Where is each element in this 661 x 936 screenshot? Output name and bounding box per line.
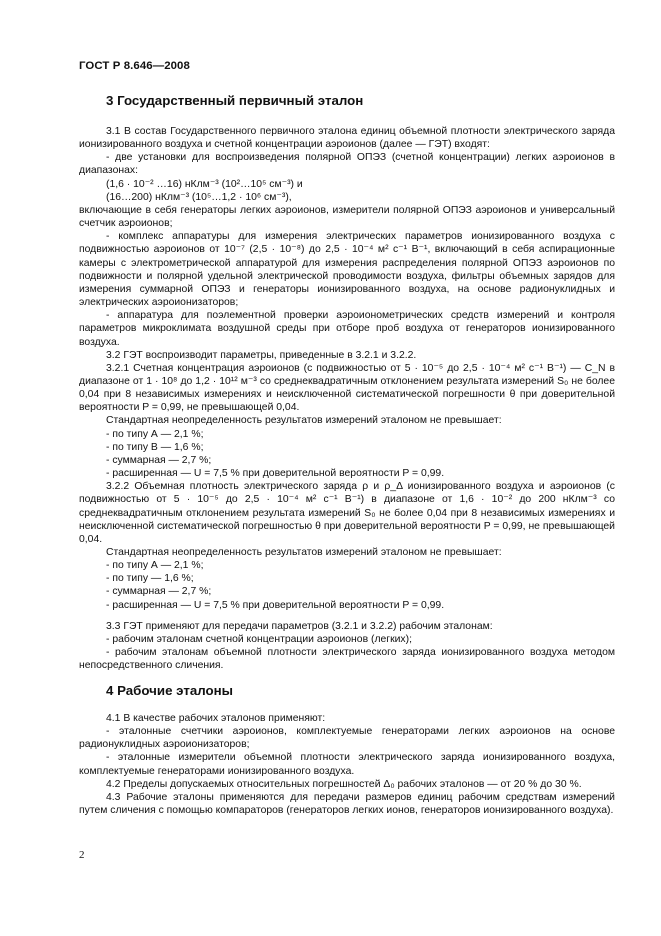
section-4-body [79,712,615,817]
section-4-heading: 4 Рабочие эталоны [106,683,234,698]
list-item: - аппаратура для поэлементной проверки аэроионометрических средств измерений и контроля параметров микроклимата воздушной среды при отборе проб воздуха от генераторов ионизированного воздуха. [79,310,615,348]
document-header: ГОСТ Р 8.646—2008 [79,60,190,72]
section-3-body [79,125,615,672]
list-item: - рабочим эталонам объемной плотности электрического заряда ионизированного воздуха методом непосредственного сличения. [79,647,615,672]
range-line: (1,6 · 10⁻² …16) нКлм⁻³ (10²…10⁵ см⁻³) и [106,178,303,190]
spacer [79,612,615,620]
list-item: - эталонные счетчики аэроионов, комплектуемые генераторами легких аэроионов на основе радионуклидных аэроионизаторов; [79,726,615,751]
paragraph: 4.2 Пределы допускаемых относительных погрешностей Δ₀ рабочих эталонов — от 20 % до 30 %. [106,778,582,790]
list-item: - расширенная — U = 7,5 % при доверительной вероятности P = 0,99. [106,468,445,480]
list-item: - эталонные измерители объемной плотности электрического заряда ионизированного воздуха, комплектуемые генераторами ионизированного воздуха. [79,752,615,777]
list-item: - суммарная — 2,7 %; [106,586,212,598]
paragraph: 3.2 ГЭТ воспроизводит параметры, приведенные в 3.2.1 и 3.2.2. [106,349,417,361]
paragraph: 4.3 Рабочие эталоны применяются для передачи размеров единиц рабочим средствам измерений путем сличения с помощью компараторов (генераторов легких ионов, генераторов ионизированного воздуха). [79,791,615,817]
paragraph: Стандартная неопределенность результатов измерений эталоном не превышает: [106,547,502,558]
list-item: - по типу В — 1,6 %; [106,441,204,453]
paragraph: 3.2.1 Счетная концентрация аэроионов (с подвижностью от 5 · 10⁻⁵ до 2,5 · 10⁻⁴ м² с⁻¹ В⁻¹) — C_N в диапазоне от 1 · 10⁸ до 1,2 · 10¹² м⁻³ со среднеквадратичным отклонением результата измерений S₀ не более 0,04 при 8 независимых измерениях и неисключенной систематической погрешности θ при доверительной вероятности P = 0,99, не превышающей 0,04. [79,362,615,414]
list-item: - рабочим эталонам счетной концентрации аэроионов (легких); [106,633,412,645]
list-item: - по типу А — 2,1 %; [106,428,204,440]
list-item: - расширенная — U = 7,5 % при доверительной вероятности P = 0,99. [106,599,445,611]
paragraph: 3.2.2 Объемная плотность электрического заряда ρ и ρ_Δ ионизированного воздуха и аэроионов (с подвижностью от 5 · 10⁻⁵ до 2,5 · 10⁻⁴ м² с⁻¹ В⁻¹) в диапазоне от 1,6 · 10⁻² до 200 нКлм⁻³ со среднеквадратичным отклонением результата измерений S₀ не более 0,04 при 8 независимых измерениях и неисключенной систематической погрешностью θ при доверительной вероятности P = 0,99, не превышающей 0,04. [79,481,615,545]
paragraph: 3.3 ГЭТ применяют для передачи параметров (3.2.1 и 3.2.2) рабочим эталонам: [106,620,493,632]
list-item: - суммарная — 2,7 %; [106,454,212,466]
list-item: - по типу А — 2,1 %; [106,560,204,572]
paragraph: включающие в себя генераторы легких аэроионов, измерители полярной ОПЭЗ аэроионов и универсальный счетчик аэроионов; [79,204,615,230]
page-number: 2 [79,849,85,861]
list-item: - две установки для воспроизведения полярной ОПЭЗ (счетной концентрации) легких аэроионов в диапазонах: [79,152,615,177]
list-item: - по типу — 1,6 %; [106,573,194,585]
list-item: - комплекс аппаратуры для измерения электрических параметров ионизированного воздуха с подвижностью аэроионов от 10⁻⁷ (2,5 · 10⁻⁸) до 2,5 · 10⁻⁴ м² с⁻¹ В⁻¹, включающий в себя аспирационные камеры с электрометрической аппаратурой для измерения распределения полярной ОПЭЗ аэроионов по подвижности и полярной удельной электрической проводимости воздуха, фильтры объемных зарядов для измерения суммарной ОПЭЗ и генераторы ионизированного воздуха, на основе радионуклидных и электрических аэроионизаторов; [79,231,615,309]
section-3-heading: 3 Государственный первичный эталон [106,93,364,108]
paragraph: 4.1 В качестве рабочих эталонов применяют: [106,713,326,724]
paragraph: 3.1 В состав Государственного первичного эталона единиц объемной плотности электрического заряда ионизированного воздуха и счетной концентрации аэроионов (далее — ГЭТ) входят: [79,126,615,151]
paragraph: Стандартная неопределенность результатов измерений эталоном не превышает: [106,415,502,427]
range-line: (16…200) нКлм⁻³ (10⁵…1,2 · 10⁶ см⁻³), [106,191,292,203]
